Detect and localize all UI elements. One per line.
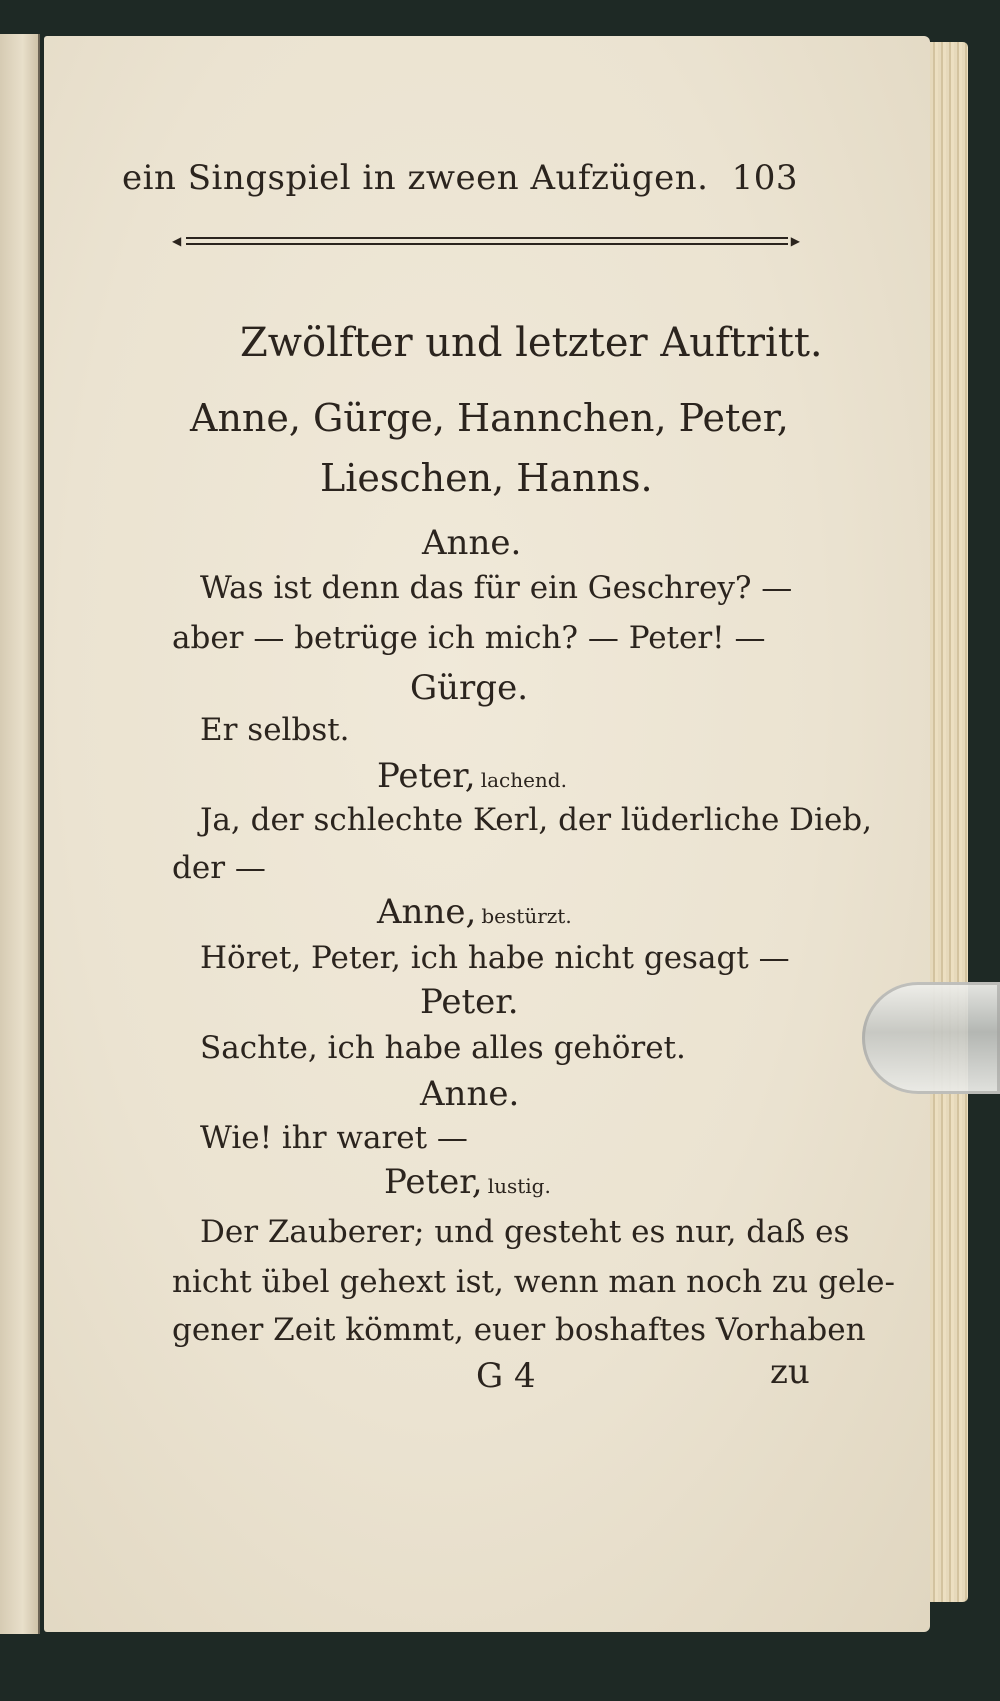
speaker-line <box>377 756 567 796</box>
speaker-line <box>384 1162 551 1202</box>
page-number: 103 <box>731 158 798 198</box>
dialogue-line: Höret, Peter, ich habe nicht gesagt — <box>200 940 790 976</box>
stage-direction: lachend. <box>480 768 567 792</box>
dialogue-line: Ja, der schlechte Kerl, der lüderliche Dieb, <box>200 802 872 838</box>
stage-direction: lustig. <box>487 1174 551 1198</box>
dialogue-line: aber — betrüge ich mich? — Peter! — <box>172 620 766 656</box>
scene-title: Zwölfter und letzter Auftritt. <box>240 320 823 366</box>
ornamental-rule <box>172 234 800 248</box>
dialogue-line: Der Zauberer; und gesteht es nur, daß es <box>200 1214 850 1250</box>
previous-page-edge <box>0 34 40 1634</box>
rule-line <box>186 237 788 239</box>
stage-direction: bestürzt. <box>481 904 572 928</box>
signature-mark: G 4 <box>476 1356 536 1396</box>
rule-line <box>186 243 788 245</box>
rule-end-left: ◀ <box>172 234 182 248</box>
dialogue-line: Was ist denn das für ein Geschrey? — <box>200 570 793 606</box>
page-stack-edge <box>930 42 968 1602</box>
speaker-name: Anne. <box>420 1074 520 1114</box>
dialogue-line: der — <box>172 850 266 886</box>
speaker-line <box>377 892 572 932</box>
page-clip <box>862 982 1000 1094</box>
dialogue-line: Sachte, ich habe alles gehöret. <box>200 1030 686 1066</box>
speaker-name: Peter, <box>377 756 476 796</box>
cast-list-line-2: Lieschen, Hanns. <box>320 456 653 500</box>
speaker-name: Gürge. <box>410 668 529 708</box>
speaker-name: Anne. <box>422 523 522 563</box>
speaker-name: Peter, <box>384 1162 483 1202</box>
book-page <box>44 36 930 1632</box>
running-head-title: ein Singspiel in zween Aufzügen. <box>122 158 709 198</box>
text-block <box>172 36 895 1701</box>
dialogue-line: nicht übel gehext ist, wenn man noch zu gele- <box>172 1264 895 1300</box>
rule-end-right: ▶ <box>790 234 800 248</box>
dialogue-line: Wie! ihr waret — <box>200 1120 468 1156</box>
dialogue-line: gener Zeit kömmt, euer boshaftes Vorhaben <box>172 1312 866 1348</box>
speaker-name: Peter. <box>420 982 519 1022</box>
cast-list-line-1: Anne, Gürge, Hannchen, Peter, <box>190 396 789 440</box>
speaker-name: Anne, <box>377 892 477 932</box>
catchword: zu <box>770 1352 810 1392</box>
dialogue-line: Er selbst. <box>200 712 350 748</box>
